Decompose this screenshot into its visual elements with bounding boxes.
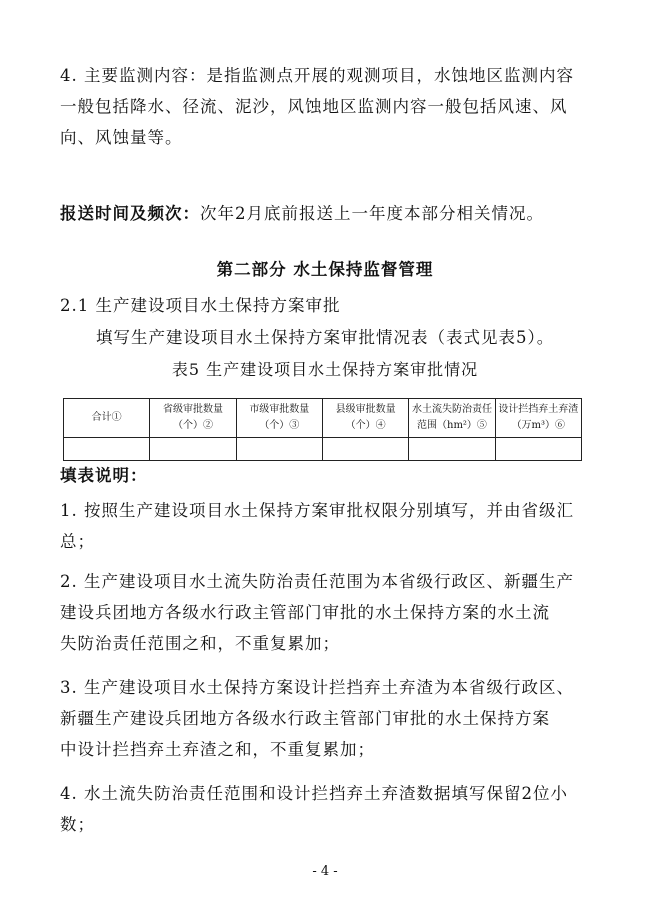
text-line: 总； (60, 532, 95, 551)
text-line: 新疆生产建设兵团地方各级水行政主管部门审批的水土保持方案 (60, 709, 550, 728)
header-total: 合计① (64, 399, 150, 438)
header-responsibility-area: 水土流失防治责任范围（hm²）⑤ (409, 399, 495, 438)
section-2-1-title: 2.1 生产建设项目水土保持方案审批 (60, 296, 341, 315)
text-line: 建设兵团地方各级水行政主管部门审批的水土保持方案的水土流 (60, 603, 550, 622)
report-text: 次年2月底前报送上一年度本部分相关情况。 (200, 204, 544, 223)
text-line: 向、风蚀量等。 (60, 128, 183, 147)
header-municipal: 市级审批数量（个）③ (236, 399, 322, 438)
header-county: 县级审批数量（个）④ (322, 399, 408, 438)
table-cell (64, 438, 150, 461)
table-cell (322, 438, 408, 461)
text-line: 4. 水土流失防治责任范围和设计拦挡弃土弃渣数据填写保留2位小 (60, 784, 568, 803)
table-cell (495, 438, 581, 461)
note-4 (60, 778, 588, 840)
text-line: 2. 生产建设项目水土流失防治责任范围为本省级行政区、新疆生产 (60, 572, 574, 591)
text-line: 一般包括降水、径流、泥沙，风蚀地区监测内容一般包括风速、风 (60, 97, 568, 116)
text-line: 1. 按照生产建设项目水土保持方案审批权限分别填写，并由省级汇 (60, 501, 574, 520)
table-header-row (64, 399, 582, 438)
text-line: 数； (60, 815, 95, 834)
report-frequency-paragraph (60, 198, 588, 229)
text-line: 3. 生产建设项目水土保持方案设计拦挡弃土弃渣为本省级行政区、 (60, 678, 574, 697)
monitoring-content-paragraph (60, 60, 588, 153)
table-cell (236, 438, 322, 461)
note-2 (60, 566, 588, 659)
table-title: 表5 生产建设项目水土保持方案审批情况 (171, 360, 479, 379)
header-designed-slag: 设计拦挡弃土弃渣（万m³）⑥ (495, 399, 581, 438)
page-number: - 4 - (312, 864, 338, 879)
table-cell (150, 438, 236, 461)
text-line: 中设计拦挡弃土弃渣之和，不重复累加； (60, 740, 375, 759)
notes-title: 填表说明： (60, 466, 148, 485)
text-line: 4. 主要监测内容：是指监测点开展的观测项目，水蚀地区监测内容 (60, 66, 574, 85)
approval-table (63, 398, 582, 461)
part2-heading: 第二部分 水土保持监督管理 (216, 260, 434, 279)
table-cell (409, 438, 495, 461)
note-1 (60, 495, 588, 557)
note-3 (60, 672, 588, 765)
report-label: 报送时间及频次： (60, 204, 200, 223)
table-intro: 填写生产建设项目水土保持方案审批情况表（表式见表5）。 (96, 328, 555, 347)
header-provincial: 省级审批数量（个）② (150, 399, 236, 438)
text-line: 失防治责任范围之和，不重复累加； (60, 634, 340, 653)
table-row (64, 438, 582, 461)
